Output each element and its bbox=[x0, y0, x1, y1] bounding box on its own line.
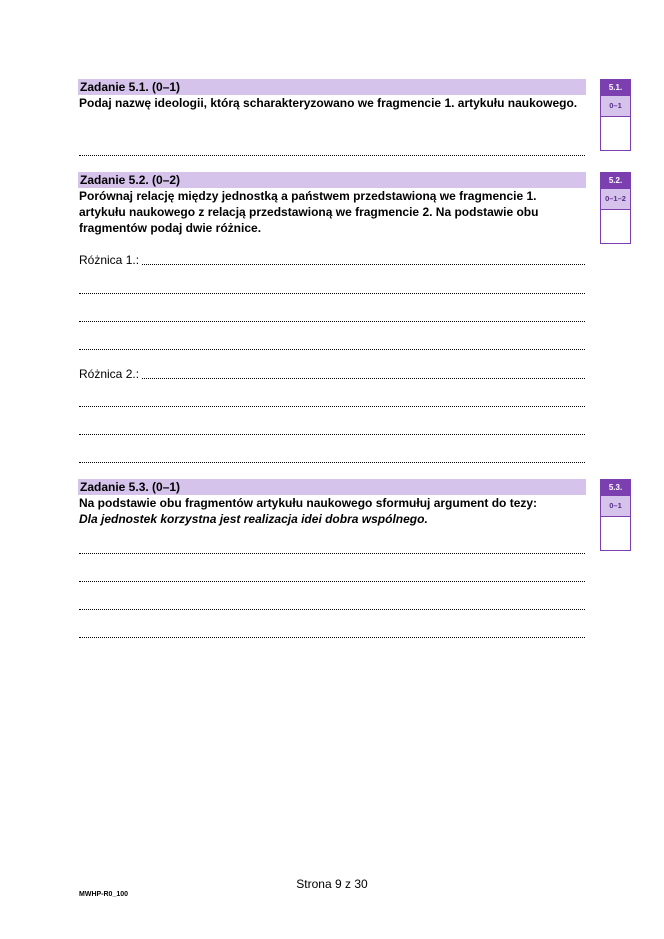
exam-code: MWHP-R0_100 bbox=[79, 891, 129, 898]
score-box-5-2 bbox=[600, 172, 631, 244]
difference-2-line[interactable] bbox=[79, 366, 585, 382]
answer-line[interactable] bbox=[142, 378, 585, 379]
task-5-2-prompt: Porównaj relację między jednostką a państwem przedstawioną we fragmencie 1. artykułu naukowego z relacją przedstawioną we fragmencie 2. Na podstawie obu fragmentów podaj dwie różnice. bbox=[79, 189, 539, 235]
page-number: Strona 9 z 30 bbox=[296, 877, 368, 891]
answer-line[interactable] bbox=[142, 264, 585, 265]
task-5-2-header: Zadanie 5.2. (0–2) bbox=[78, 172, 586, 188]
score-entry-field[interactable] bbox=[601, 209, 630, 243]
answer-line[interactable] bbox=[79, 608, 585, 610]
score-entry-field[interactable] bbox=[601, 516, 630, 550]
difference-1-line[interactable] bbox=[79, 252, 585, 268]
task-5-3-prompt-block bbox=[79, 495, 585, 527]
task-5-1-prompt: Podaj nazwę ideologii, którą scharakteryzowano we fragmencie 1. artykułu naukowego. bbox=[79, 96, 578, 110]
answer-line[interactable] bbox=[79, 552, 585, 554]
task-5-3-thesis: Dla jednostek korzystna jest realizacja idei dobra wspólnego. bbox=[79, 512, 428, 526]
score-box-number: 5.3. bbox=[601, 480, 630, 495]
answer-line[interactable] bbox=[79, 461, 585, 463]
answer-line[interactable] bbox=[79, 580, 585, 582]
answer-line[interactable] bbox=[79, 405, 585, 407]
score-box-5-1 bbox=[600, 79, 631, 151]
answer-line[interactable] bbox=[79, 636, 585, 638]
score-entry-field[interactable] bbox=[601, 116, 630, 150]
answer-line[interactable] bbox=[79, 433, 585, 435]
score-box-number: 5.2. bbox=[601, 173, 630, 188]
answer-line[interactable] bbox=[79, 292, 585, 294]
score-box-number: 5.1. bbox=[601, 80, 630, 95]
score-box-5-3 bbox=[600, 479, 631, 551]
answer-line[interactable] bbox=[79, 320, 585, 322]
score-box-points: 0–1 bbox=[601, 495, 630, 516]
task-5-1-header: Zadanie 5.1. (0–1) bbox=[78, 79, 586, 95]
answer-line[interactable] bbox=[79, 154, 585, 156]
score-box-points: 0–1–2 bbox=[601, 188, 630, 209]
answer-line[interactable] bbox=[79, 348, 585, 350]
difference-1-label: Różnica 1.: bbox=[79, 253, 140, 267]
task-5-3-prompt: Na podstawie obu fragmentów artykułu naukowego sformułuj argument do tezy: bbox=[79, 496, 538, 510]
difference-2-label: Różnica 2.: bbox=[79, 367, 140, 381]
task-5-3-header: Zadanie 5.3. (0–1) bbox=[78, 479, 586, 495]
score-box-points: 0–1 bbox=[601, 95, 630, 116]
